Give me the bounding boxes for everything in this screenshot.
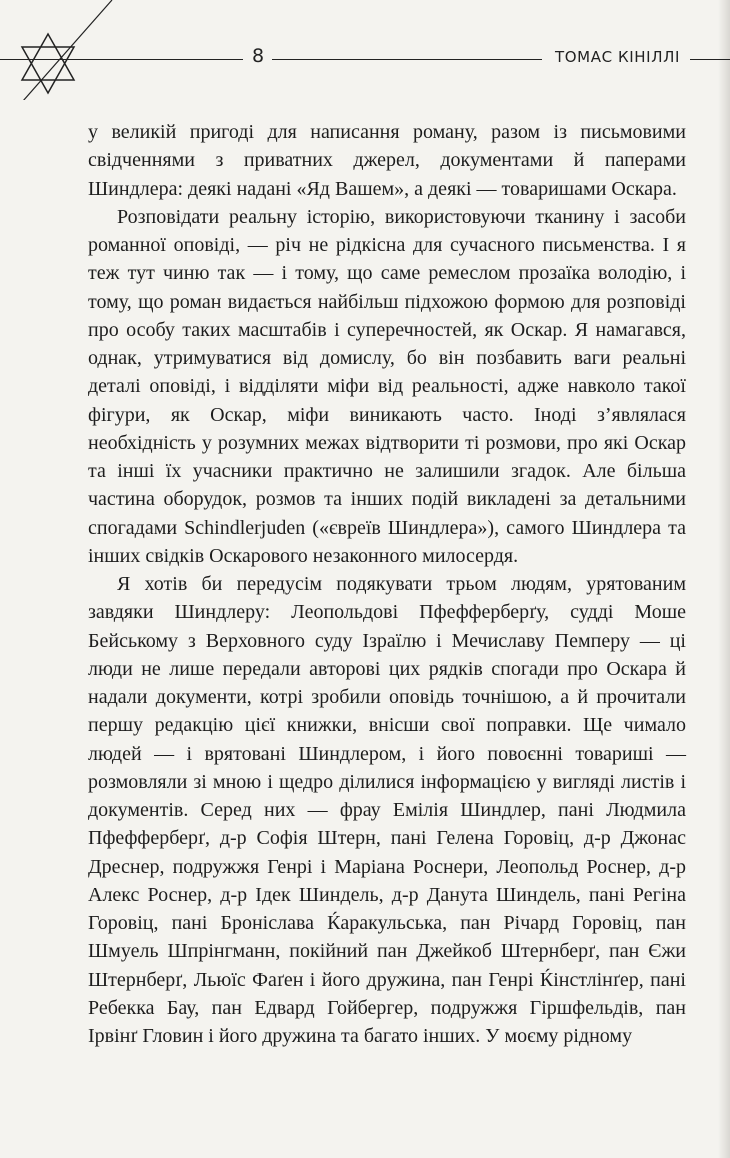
header-rule-left bbox=[0, 59, 243, 60]
paragraph: Я хотів би передусім подякувати трьом людям, урятованим завдяки Шиндлеру: Леопольдові Пфефферберґу, судді Моше Бейському з Верховного суду Ізраїлю і Мечиславу Пемперу — ці люди не лише передали авторові цих рядків спогади про Оскара й надали документи, котрі зробили оповідь точнішою, а й прочитали першу редакцію цієї книжки, внісши свої поправки. Ще чимало людей — і врятовані Шиндлером, і його повоєнні товариші — розмовляли зі мною і щедро ділилися інформацією у вигляді листів і документів. Серед них — фрау Емілія Шиндлер, пані Людмила Пфефферберґ, д-р Софія Штерн, пані Гелена Горовіц, д-р Джонас Дреснер, подружжя Генрі і Маріана Роснери, Леопольд Роснер, д-р Алекс Роснер, д-р Ідек Шиндель, д-р Данута Шиндель, пані Регіна Горовіц, пані Броніслава Ќаракульська, пан Річард Горовіц, пан Шмуель Шпрінгманн, покійний пан Джейкоб Штернберґ, пан Єжи Штернберґ, Льюїс Фаґен і його дружина, пан Генрі Ќінстлінґер, пані Ребекка Бау, пан Едвард Гойбергер, подружжя Гіршфельдів, пан Ірвінґ Гловин і його дружина та багато інших. У моєму рідному bbox=[88, 573, 686, 1047]
header-rule-right bbox=[690, 59, 730, 60]
running-head-author: ТОМАС КІНІЛЛІ bbox=[555, 48, 680, 66]
running-header bbox=[0, 40, 730, 80]
body-text bbox=[88, 118, 686, 1050]
paragraph-continuation: у великій пригоді для написання роману, разом із письмовими свідченнями з приватних джерел, документами й паперами Шиндлера: деякі надані «Яд Вашем», а деякі — товаришами Оскара. bbox=[88, 121, 686, 200]
page-edge bbox=[718, 0, 730, 1158]
page-number: 8 bbox=[251, 45, 265, 67]
paragraph: Розповідати реальну історію, використовуючи тканину і засоби романної оповіді, — річ не рідкісна для сучасного письменства. І я теж тут чиню так — і тому, що саме ремеслом прозаїка володію, і тому, що роман видається найбільш підхожою формою для розповіді про особу таких масштабів і суперечностей, як Оскар. Я намагався, однак, утримуватися від домислу, бо він позбавить ваги реальні деталі оповіді, і відділяти міфи від реальності, адже навколо такої фігури, як Оскар, міфи виникають часто. Іноді з’являлася необхідність у розумних межах відтворити ті розмови, про які Оскар та інші їх учасники практично не залишили згадок. Але більша частина оборудок, розмов та інших подій викладені за детальними спогадами Schindlerjuden («євреїв Шиндлера»), самого Шиндлера та інших свідків Оскарового незаконного милосердя. bbox=[88, 205, 686, 567]
header-rule-middle bbox=[272, 59, 542, 60]
